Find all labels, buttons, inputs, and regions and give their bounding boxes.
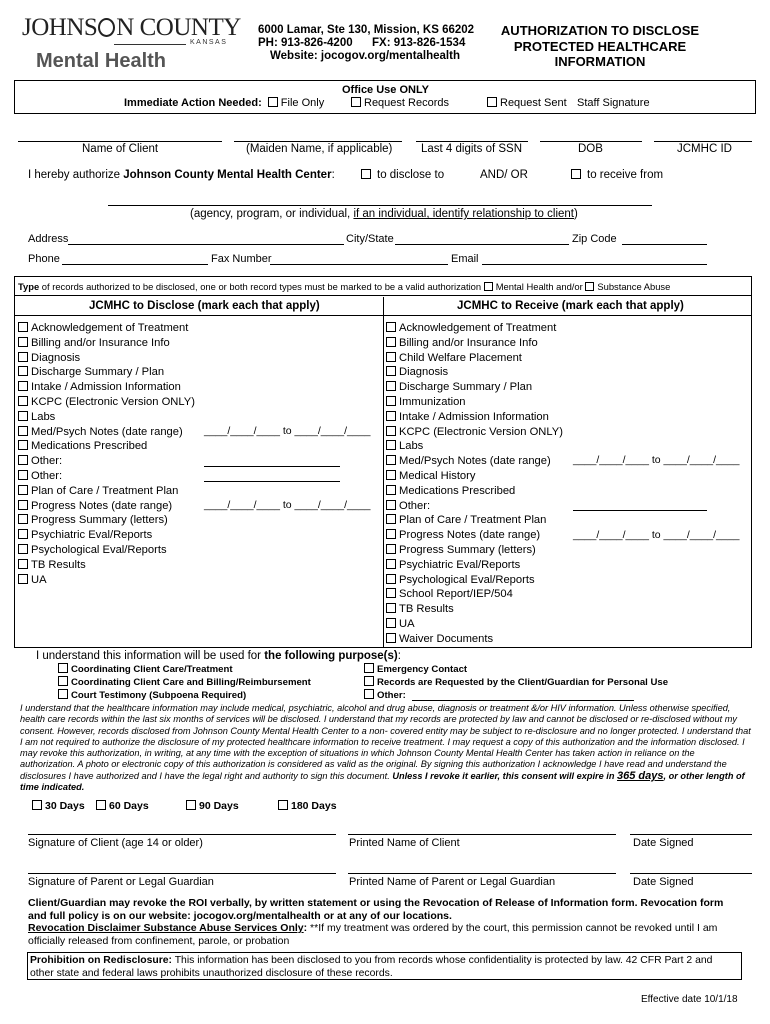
disclose-item-label: Psychiatric Eval/Reports (31, 529, 153, 542)
and-or-label: AND/ OR (480, 169, 528, 181)
disclose-other-1-line[interactable] (204, 466, 340, 467)
form-title: AUTHORIZATION TO DISCLOSE PROTECTED HEALTHCARE INFORMATION (500, 23, 700, 69)
disclose-item-label: Labs (31, 410, 56, 423)
expire-60-checkbox[interactable] (96, 800, 106, 810)
receive-checkbox[interactable] (386, 411, 396, 421)
mental-health-label: Mental Health and/or (495, 281, 583, 292)
disclose-item-psychological-eval-reports[interactable] (18, 543, 195, 558)
receive-item-tb-results[interactable] (386, 602, 563, 617)
request-records-checkbox[interactable] (351, 97, 361, 107)
purpose-checkbox[interactable] (364, 663, 374, 673)
consent-expiry-a: Unless I revoke it earlier, this consent will expire in (392, 770, 615, 781)
disclose-other-2-line[interactable] (204, 481, 340, 482)
fax-label: Fax Number (211, 253, 272, 265)
receive-item-label: KCPC (Electronic Version ONLY) (399, 425, 563, 438)
receive-item-label: Med/Psych Notes (date range) (399, 455, 551, 468)
receive-item-ua[interactable] (386, 617, 563, 632)
purpose-other-line[interactable] (412, 700, 634, 701)
receive-checkbox[interactable] (386, 470, 396, 480)
receive-item-plan-of-care-treatment-plan[interactable] (386, 513, 563, 528)
purpose-care-billing[interactable]: Coordinating Client Care and Billing/Reimbursement (58, 676, 311, 689)
receive-checkbox[interactable] (386, 322, 396, 332)
receive-item-label: Progress Summary (letters) (399, 543, 536, 556)
receive-checkbox[interactable] (386, 559, 396, 569)
purpose-other[interactable]: Other: (364, 689, 668, 702)
receive-checkbox[interactable] (386, 500, 396, 510)
client-name-line[interactable] (18, 141, 222, 142)
receive-item-label: TB Results (399, 603, 454, 616)
printed-client-label: Printed Name of Client (349, 837, 460, 849)
disclose-checkbox[interactable] (18, 396, 28, 406)
receive-heading: JCMHC to Receive (mark each that apply) (457, 300, 684, 312)
expire-90-checkbox[interactable] (186, 800, 196, 810)
purpose-checkbox[interactable] (58, 663, 68, 673)
phone-label: Phone (28, 253, 60, 265)
date-signed-1-label: Date Signed (633, 837, 694, 849)
agency-caption-underlined: if an individual, identify relationship to client (353, 208, 574, 220)
receive-item-label: Intake / Admission Information (399, 410, 549, 423)
city-state-line[interactable] (395, 244, 569, 245)
receive-item-label: Labs (399, 440, 424, 453)
ssn-line[interactable] (416, 141, 528, 142)
purpose-intro-bold: the following purpose(s) (264, 650, 398, 662)
receive-checkbox[interactable] (386, 544, 396, 554)
disclose-checkbox[interactable] (18, 529, 28, 539)
disclose-checkbox[interactable] (18, 470, 28, 480)
substance-abuse-label: Substance Abuse (597, 281, 671, 292)
disclose-item-med-psych-notes-date-range[interactable] (18, 425, 195, 440)
receive-item-label: School Report/IEP/504 (399, 588, 513, 601)
disclose-checkbox[interactable] (18, 411, 28, 421)
expire-180-option[interactable]: 180 Days (278, 800, 337, 812)
client-name-label: Name of Client (82, 143, 159, 155)
receive-checkbox[interactable] (386, 440, 396, 450)
center-name: Johnson County Mental Health Center (123, 169, 332, 181)
disclose-item-psychiatric-eval-reports[interactable] (18, 528, 195, 543)
consent-expiry-days: 365 days (617, 769, 664, 782)
disclose-item-progress-summary-letters[interactable] (18, 513, 195, 528)
receive-list (386, 321, 563, 647)
receive-checkbox[interactable] (386, 588, 396, 598)
revocation-section: Client/Guardian may revoke the ROI verbally, by written statement or using the Revocation of Release of Information form. Revocation form and full policy is on our website: jocogov.org/mentalhealth or at any of our locations. Revocation Disclaimer Substance Abuse Services Only: **If my treatment was ordered by the court, this permission cannot be revoked until I am officially released from confinement, parole, or probation (28, 897, 724, 948)
disclose-checkbox[interactable] (18, 574, 28, 584)
maiden-name-label: (Maiden Name, if applicable) (246, 143, 393, 155)
revocation-disclaimer-text: **If my treatment was ordered by the court, this permission cannot be revoked until I am (307, 922, 718, 935)
center-phone: PH: 913-826-4200 (258, 37, 353, 49)
receive-progress-date-range[interactable]: ____/____/____ to ____/____/____ (573, 529, 740, 541)
receive-item-label: Discharge Summary / Plan (399, 381, 533, 394)
receive-item-label: Psychiatric Eval/Reports (399, 558, 521, 571)
disclose-med-psych-date-range[interactable]: ____/____/____ to ____/____/____ (204, 425, 371, 437)
center-fax: FX: 913-826-1534 (372, 37, 466, 49)
disclose-item-kcpc-electronic-version-only[interactable] (18, 395, 195, 410)
fax-line[interactable] (270, 264, 448, 265)
disclose-progress-date-range[interactable]: ____/____/____ to ____/____/____ (204, 499, 371, 511)
receive-checkbox[interactable] (386, 426, 396, 436)
receive-item-school-report-iep-504[interactable] (386, 587, 563, 602)
type-label: Type (18, 281, 40, 292)
receive-checkbox[interactable] (386, 633, 396, 643)
jcmhc-id-label: JCMHC ID (677, 143, 732, 155)
consent-expiry-b: , or other length of time indicated. (20, 770, 745, 793)
zip-line[interactable] (622, 244, 707, 245)
receive-item-progress-notes-date-range[interactable] (386, 528, 563, 543)
mental-health-checkbox[interactable] (484, 282, 493, 291)
disclose-checkbox[interactable] (18, 440, 28, 450)
consent-body: I understand that the healthcare information may include medical, psychiatric, alcohol and drug abuse, diagnosis or treatment &/or HIV information. Unless otherwise specified, health care records within the last six months of services will be disclosed. I understand that my records are protected by law and cannot be disclosed or re-disclosed without my consent. However, records disclosed from Johnson County Mental Health Center to a non- covered entity may be subject to re-disclosure and no longer protected. I understand that I am not required to authorize the disclosure of my protected healthcare information to receive treatment. I may request a copy of this authorization and the information disclosed. I may revoke this authorization, in writing, at any time with the exception of situations in which Johnson County Mental Health Center has taken action in reliance on the authorization. A photo or electronic copy of this authorization is considered as valid as the original. By signing this authorization I acknowledge I have read and understand the disclosures I have authorized and I have the legal right and authority to sign this document. (20, 703, 751, 781)
disclose-item-label: Discharge Summary / Plan (31, 366, 165, 379)
guardian-signature-line[interactable] (28, 873, 336, 874)
receive-item-acknowledgement-of-treatment[interactable] (386, 321, 563, 336)
purpose-checkbox[interactable] (364, 676, 374, 686)
revocation-line-1: Client/Guardian may revoke the ROI verbally, by written statement or using the Revocation of Release of Information form. Revocation form (28, 897, 724, 909)
disclose-item-intake-admission-information[interactable] (18, 380, 195, 395)
receive-checkbox[interactable] (386, 396, 396, 406)
receive-item-label: Immunization (399, 395, 466, 408)
receive-item-label: Plan of Care / Treatment Plan (399, 514, 547, 527)
disclose-item-discharge-summary-plan[interactable] (18, 365, 195, 380)
receive-item-label: Progress Notes (date range) (399, 529, 541, 542)
request-records-label: Request Records (364, 97, 449, 109)
agency-caption: (agency, program, or individual, (190, 208, 351, 220)
receive-med-psych-date-range[interactable]: ____/____/____ to ____/____/____ (573, 454, 740, 466)
jcmhc-id-line[interactable] (654, 141, 752, 142)
printed-client-line[interactable] (348, 834, 616, 835)
purpose-personal-use[interactable]: Records are Requested by the Client/Guardian for Personal Use (364, 676, 668, 689)
disclose-checkbox[interactable] (18, 455, 28, 465)
disclose-item-labs[interactable] (18, 410, 195, 425)
purpose-checkbox[interactable] (58, 676, 68, 686)
disclose-item-label: TB Results (31, 558, 86, 571)
disclose-to-checkbox[interactable] (361, 169, 371, 179)
receive-item-waiver-documents[interactable] (386, 632, 563, 647)
receive-checkbox[interactable] (386, 603, 396, 613)
receive-item-psychological-eval-reports[interactable] (386, 573, 563, 588)
logo (22, 14, 241, 74)
disclose-item-label: Billing and/or Insurance Info (31, 336, 170, 349)
maiden-name-line[interactable] (234, 141, 402, 142)
disclose-checkbox[interactable] (18, 426, 28, 436)
disclose-item-label: Acknowledgement of Treatment (31, 322, 189, 334)
receive-item-medications-prescribed[interactable] (386, 484, 563, 499)
logo-emblem-icon (98, 18, 115, 37)
disclose-item-label: Diagnosis (31, 351, 81, 364)
receive-item-label: Other: (399, 499, 431, 512)
disclose-item-label: Progress Summary (letters) (31, 514, 168, 527)
receive-item-label: Acknowledgement of Treatment (399, 322, 557, 334)
disclose-checkbox[interactable] (18, 485, 28, 495)
logo-subtitle: Mental Health (36, 50, 167, 72)
disclose-checkbox[interactable] (18, 366, 28, 376)
immediate-action-label: Immediate Action Needed: (124, 97, 262, 109)
disclose-item-ua[interactable] (18, 573, 195, 588)
office-use-heading: Office Use ONLY (342, 84, 430, 96)
disclose-checkbox[interactable] (18, 500, 28, 510)
purpose-checkbox[interactable] (364, 689, 374, 699)
dob-line[interactable] (540, 141, 642, 142)
disclose-item-label: UA (31, 573, 47, 586)
receive-item-label: UA (399, 617, 415, 630)
disclose-checkbox[interactable] (18, 559, 28, 569)
receive-item-label: Diagnosis (399, 366, 449, 379)
receive-item-label: Child Welfare Placement (399, 351, 522, 364)
receive-item-billing-and-or-insurance-info[interactable] (386, 336, 563, 351)
purpose-intro: I understand this information will be used for (36, 650, 262, 662)
authorize-prefix: I hereby authorize (28, 169, 121, 181)
purpose-emergency-contact[interactable]: Emergency Contact (364, 663, 668, 676)
revocation-disclaimer-label: Revocation Disclaimer Substance Abuse Services Only (28, 922, 304, 935)
receive-item-label: Billing and/or Insurance Info (399, 336, 538, 349)
file-only-label: File Only (280, 97, 325, 109)
receive-checkbox[interactable] (386, 618, 396, 628)
client-signature-line[interactable] (28, 834, 336, 835)
expire-60-option[interactable]: 60 Days (96, 800, 149, 812)
prohibition-label: Prohibition on Redisclosure: (30, 955, 173, 966)
receive-checkbox[interactable] (386, 337, 396, 347)
disclose-checkbox[interactable] (18, 337, 28, 347)
receive-item-other[interactable] (386, 499, 563, 514)
guardian-signature-label: Signature of Parent or Legal Guardian (28, 876, 214, 888)
purpose-court-testimony[interactable]: Court Testimony (Subpoena Required) (58, 689, 311, 702)
purpose-checkbox[interactable] (58, 689, 68, 699)
receive-checkbox[interactable] (386, 366, 396, 376)
receive-item-label: Psychological Eval/Reports (399, 573, 535, 586)
receive-from-checkbox[interactable] (571, 169, 581, 179)
substance-abuse-checkbox[interactable] (585, 282, 594, 291)
agency-line[interactable] (108, 205, 652, 206)
disclose-to-label: to disclose to (377, 169, 445, 181)
center-address: 6000 Lamar, Ste 130, Mission, KS 66202 (258, 24, 475, 36)
email-line[interactable] (482, 264, 707, 265)
email-label: Email (451, 253, 479, 265)
receive-item-intake-admission-information[interactable] (386, 410, 563, 425)
disclose-item-tb-results[interactable] (18, 558, 195, 573)
expire-90-option[interactable]: 90 Days (186, 800, 239, 812)
receive-item-label: Medical History (399, 469, 476, 482)
disclose-item-billing-and-or-insurance-info[interactable] (18, 336, 195, 351)
disclose-item-diagnosis[interactable] (18, 351, 195, 366)
disclose-item-label: Plan of Care / Treatment Plan (31, 484, 179, 497)
receive-item-immunization[interactable] (386, 395, 563, 410)
expire-30-option[interactable]: 30 Days (32, 800, 85, 812)
disclose-list (18, 321, 195, 587)
expire-30-checkbox[interactable] (32, 800, 42, 810)
revocation-line-2: and full policy is on our website: jocogov.org/mentalhealth or at any of our locations. (28, 909, 452, 922)
logo-county-text: N COUNTY (116, 14, 241, 41)
disclose-item-label: Intake / Admission Information (31, 381, 181, 394)
city-state-label: City/State (346, 233, 394, 245)
authorize-colon: : (331, 169, 335, 181)
disclose-item-plan-of-care-treatment-plan[interactable] (18, 484, 195, 499)
receive-checkbox[interactable] (386, 352, 396, 362)
disclose-checkbox[interactable] (18, 544, 28, 554)
printed-guardian-label: Printed Name of Parent or Legal Guardian (349, 876, 556, 888)
file-only-checkbox[interactable] (268, 97, 278, 107)
date-signed-2-label: Date Signed (633, 876, 694, 888)
receive-item-med-psych-notes-date-range[interactable] (386, 454, 563, 469)
disclose-item-label: Med/Psych Notes (date range) (31, 425, 183, 438)
address-label: Address (28, 233, 69, 245)
disclose-checkbox[interactable] (18, 352, 28, 362)
receive-item-discharge-summary-plan[interactable] (386, 380, 563, 395)
phone-line[interactable] (62, 264, 208, 265)
disclose-item-acknowledgement-of-treatment[interactable] (18, 321, 195, 336)
date-signed-2-line[interactable] (630, 873, 752, 874)
disclose-item-label: KCPC (Electronic Version ONLY) (31, 395, 195, 408)
receive-checkbox[interactable] (386, 574, 396, 584)
receive-checkbox[interactable] (386, 529, 396, 539)
purpose-coordinating-care[interactable]: Coordinating Client Care/Treatment (58, 663, 311, 676)
receive-item-kcpc-electronic-version-only[interactable] (386, 425, 563, 440)
disclose-checkbox[interactable] (18, 322, 28, 332)
date-signed-1-line[interactable] (630, 834, 752, 835)
disclose-checkbox[interactable] (18, 381, 28, 391)
logo-johnson-text: JOHNS (22, 14, 98, 41)
request-sent-label: Request Sent (500, 97, 567, 109)
receive-from-label: to receive from (587, 169, 664, 181)
receive-item-medical-history[interactable] (386, 469, 563, 484)
receive-item-labs[interactable] (386, 439, 563, 454)
effective-date: Effective date 10/1/18 (641, 994, 738, 1005)
receive-checkbox[interactable] (386, 485, 396, 495)
address-line[interactable] (68, 244, 344, 245)
receive-item-progress-summary-letters[interactable] (386, 543, 563, 558)
logo-kansas: KANSAS (190, 39, 228, 46)
receive-checkbox[interactable] (386, 514, 396, 524)
printed-guardian-line[interactable] (348, 873, 616, 874)
staff-signature-label: Staff Signature (577, 97, 650, 109)
disclose-item-label: Psychological Eval/Reports (31, 543, 167, 556)
disclose-heading: JCMHC to Disclose (mark each that apply) (89, 300, 320, 312)
receive-item-label: Medications Prescribed (399, 484, 516, 497)
prohibition-text-2: other state and federal laws prohibits unauthorized disclosure of these records. (30, 967, 393, 979)
ssn-label: Last 4 digits of SSN (421, 143, 522, 155)
receive-item-psychiatric-eval-reports[interactable] (386, 558, 563, 573)
disclose-item-other[interactable] (18, 469, 195, 484)
consent-paragraph (20, 703, 752, 793)
disclose-item-label: Medications Prescribed (31, 440, 148, 453)
disclose-item-medications-prescribed[interactable] (18, 439, 195, 454)
disclose-item-progress-notes-date-range[interactable] (18, 499, 195, 514)
expire-180-checkbox[interactable] (278, 800, 288, 810)
receive-checkbox[interactable] (386, 381, 396, 391)
receive-item-diagnosis[interactable] (386, 365, 563, 380)
receive-checkbox[interactable] (386, 455, 396, 465)
disclose-item-label: Progress Notes (date range) (31, 499, 173, 512)
prohibition-text: This information has been disclosed to you from records whose confidentiality is protected by law. 42 CFR Part 2 and (172, 955, 713, 966)
type-instructions: of records authorized to be disclosed, one or both record types must be marked to be a valid authorization (41, 281, 482, 292)
receive-other-line[interactable] (573, 510, 707, 511)
disclose-checkbox[interactable] (18, 514, 28, 524)
request-sent-checkbox[interactable] (487, 97, 497, 107)
disclose-item-label: Other: (31, 455, 63, 468)
receive-item-child-welfare-placement[interactable] (386, 351, 563, 366)
disclose-item-other[interactable] (18, 454, 195, 469)
client-signature-label: Signature of Client (age 14 or older) (28, 837, 203, 849)
zip-label: Zip Code (572, 233, 617, 245)
center-website: Website: jocogov.org/mentalhealth (270, 50, 460, 62)
disclose-item-label: Other: (31, 469, 63, 482)
dob-label: DOB (578, 143, 603, 155)
receive-item-label: Waiver Documents (399, 632, 494, 645)
revocation-disclaimer-line-2: officially released from confinement, parole, or probation (28, 935, 290, 948)
